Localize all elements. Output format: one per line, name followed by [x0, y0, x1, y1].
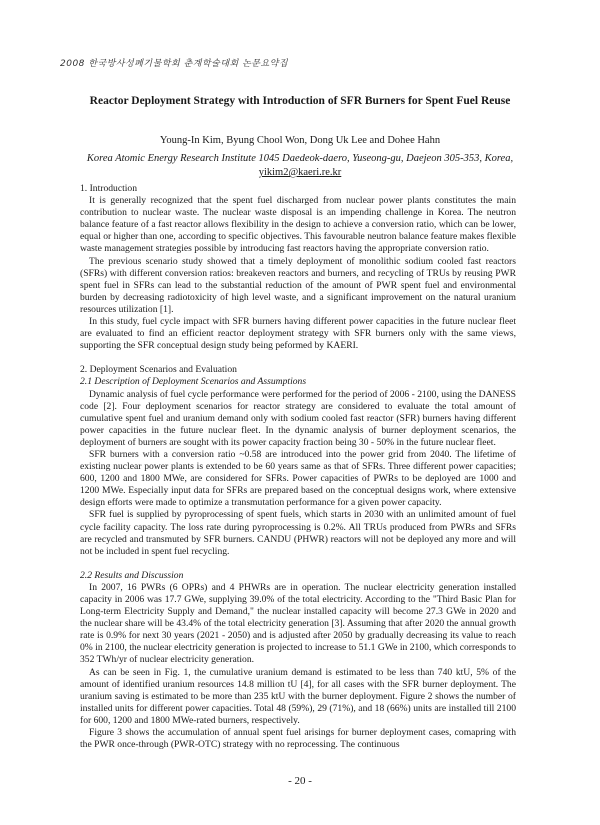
- section-heading-introduction: 1. Introduction: [80, 183, 138, 194]
- intro-paragraph-2: The previous scenario study showed that a timely deployment of monolithic sodium cooled fast reactors (SFRs) with different conversion ratios: breakeven reactors and burners, and recycling of TRUs by reusing PWR spent fuel in SFRs can lead to the substantial reduction of the amount of PWR spent fuel and environmental burden by decreasing radiotoxicity of high level waste, and a significant improvement on the natural uranium resources utilization [1].: [80, 255, 516, 315]
- s22-paragraph-1: In 2007, 16 PWRs (6 OPRs) and 4 PHWRs are in operation. The nuclear electricity generation installed capacity in 2006 was 17.7 GWe, supplying 39.0% of the total electricity. According to the "Third Basic Plan for Long-term Electricity Supply and Demand," the nuclear installed capacity will become 27.3 GWe in 2020 and the nuclear share will be 43.4% of the total electricity generation [3]. Assuming that after 2020 the annual growth rate is 0.9% for next 30 years (2021 - 2050) and is adjusted after 2050 by gradually decreasing its value to reach 0% in 2100, the nuclear electricity generation is projected to increase to 51.1 GWe in 2100, which corresponds to 352 TWh/yr of nuclear electricity generation.: [80, 581, 516, 666]
- subsection-heading-results: 2.2 Results and Discussion: [80, 569, 184, 581]
- page-number: - 20 -: [288, 775, 312, 787]
- paper-authors: Young-In Kim, Byung Chool Won, Dong Uk Lee and Dohee Hahn: [159, 135, 441, 146]
- s21-paragraph-2: SFR burners with a conversion ratio ~0.58 are introduced into the power grid from 2040. The lifetime of existing nuclear power plants is extended to be 60 years same as that of SFRs. Three different power capacities; 600, 1200 and 1800 MWe, are considered for SFRs. Power capacities of PWRs to be deployed are 1000 and 1200 MWe. Especially input data for SFRs are prepared based on the conceptual designs work, where extensive design efforts were made to optimize a transmutation performance for a given power capacity.: [80, 448, 516, 509]
- section-gap: [80, 558, 516, 570]
- s22-paragraph-3: Figure 3 shows the accumulation of annual spent fuel arisings for burner deployment cases, comapring with the PWR once-through (PWR-OTC) strategy with no reprocessing. The continuous: [80, 727, 516, 751]
- s21-paragraph-1: Dynamic analysis of fuel cycle performance were performed for the period of 2006 - 2100, using the DANESS code [2]. Four deployment scenarios for reactor strategy are considered to evaluate the total amount of cumulative spent fuel and uranium demand only with sodium cooled fast reactor (SFR) burners having different power capacities in the future nuclear fleet. In the dynamic analysis of burner deployment scenarios, the deployment of burners are sought with its power capacity fraction being 30 - 50% in the future nuclear fleet.: [80, 388, 516, 448]
- paper-title: Reactor Deployment Strategy with Introduction of SFR Burners for Spent Fuel Reuse: [89, 95, 511, 107]
- section-heading-deployment: 2. Deployment Scenarios and Evaluation: [80, 364, 237, 376]
- intro-paragraph-1: It is generally recognized that the spent fuel discharged from nuclear power plants constitutes the main contribution to nuclear waste. The nuclear waste disposal is an impending challenge in Korea. The neutron balance feature of a fast reactor allows flexibility in the design to achieve a conversion ratio, which can be lower, equal or higher than one, according to specific objectives. This favourable neutron balance feature makes flexible waste management strategies possible by introducing fast reactors having the appropriate conversion ratio.: [80, 195, 516, 255]
- paper-body: [80, 183, 516, 751]
- s22-paragraph-2: As can be seen in Fig. 1, the cumulative uranium demand is estimated to be less than 740 ktU, 5% of the amount of identified uranium resources 14.8 million tU [4], for all cases with the SFR burner deployment. The uranium saving is estimated to be more than 235 ktU with the burner deployment. Figure 2 shows the number of installed units for different power capacities. Total 48 (59%), 29 (71%), and 18 (66%) units are installed till 2100 for 600, 1200 and 1800 MWe-rated burners, respectively.: [80, 666, 516, 726]
- paper-affiliation: [80, 152, 520, 180]
- subsection-heading-description: 2.1 Description of Deployment Scenarios and Assumptions: [80, 376, 307, 388]
- author-email-link[interactable]: yikim2@kaeri.re.kr: [258, 167, 342, 178]
- conference-header: 2008 한국방사성폐기물학회 춘계학술대회 논문요약집: [60, 59, 289, 69]
- s21-paragraph-3: SFR fuel is supplied by pyroprocessing of spent fuels, which starts in 2030 with an unlimited amount of fuel cycle facility capacity. The loss rate during pyroprocessing is 0.2%. All TRUs produced from PWRs and SFRs are recycled and transmuted by SFR burners. CANDU (PHWR) reactors will not be deployed any more and will not be included in spent fuel recycling.: [80, 509, 516, 557]
- section-gap: [80, 352, 516, 364]
- affiliation-text: Korea Atomic Energy Research Institute 1045 Daedeok-daero, Yuseong-gu, Daejeon 305-353, Korea,: [86, 153, 514, 164]
- intro-paragraph-3: In this study, fuel cycle impact with SFR burners having different power capacities in the future nuclear fleet are evaluated to find an efficient reactor deployment strategy with SFR burners only with the same views, supporting the SFR conceptual design study being peformed by KAERI.: [80, 316, 516, 352]
